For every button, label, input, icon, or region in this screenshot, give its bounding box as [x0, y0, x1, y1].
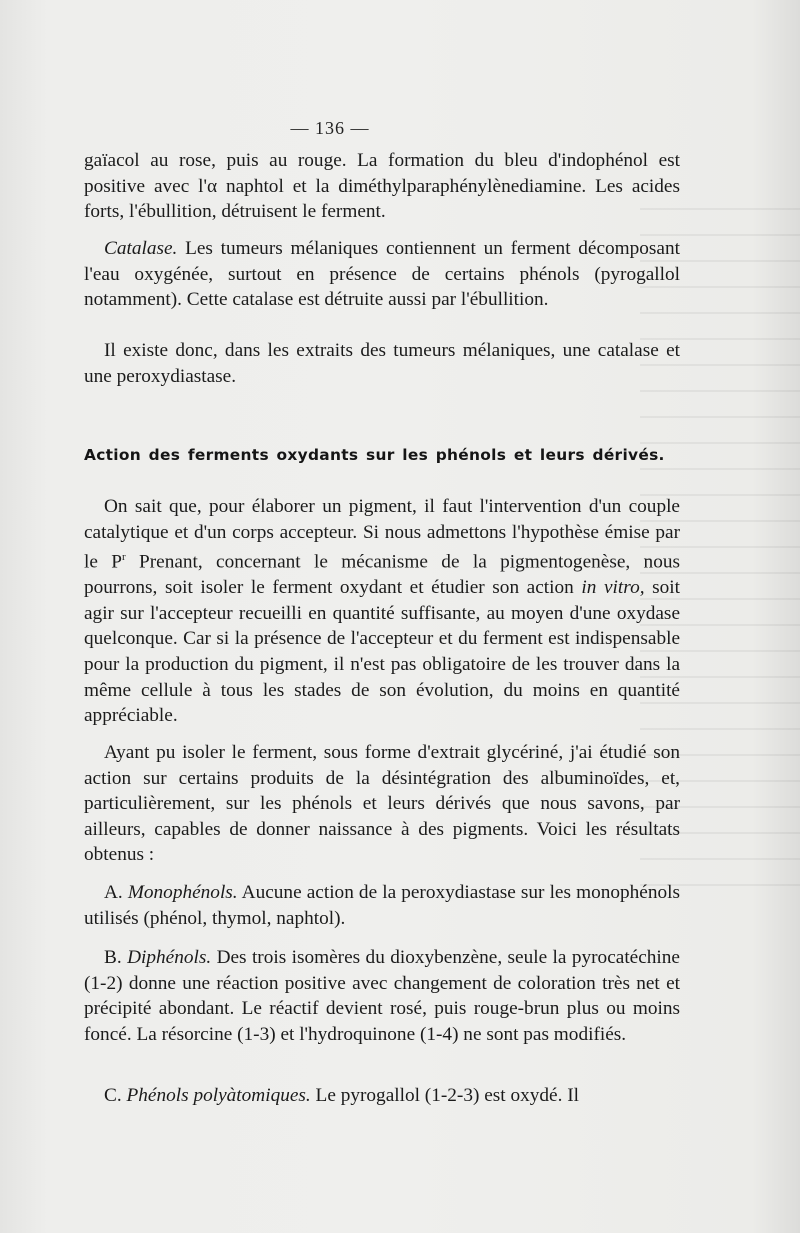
paragraph-pigment-text-a: On sait que, pour élaborer un pigment, il faut l'intervention d'un couple catalytique et d'un corps accepteur. Si nous admettons l'hypothèse émise par le P	[84, 496, 680, 573]
polyatomic-text: Le pyrogallol (1-2-3) est oxydé. Il	[310, 1085, 579, 1106]
in-vitro-italic: in vitro,	[581, 577, 645, 599]
paragraph-conclusion	[84, 338, 680, 389]
paragraph-gaiacol	[84, 148, 680, 225]
diphenols-lead: B.	[104, 947, 128, 968]
monophenols-title: Monophénols.	[127, 882, 238, 903]
diphenols-text: Des trois isomères du dioxybenzène, seule la pyrocatéchine (1-2) donne une réaction positive avec changement de coloration très net et précipité abondant. Le réactif devient rosé, puis rouge-brun plus ou moins foncé. La résorcine (1-3) et l'hydroquinone (1-4) ne sont pas modifiés.	[84, 947, 680, 1045]
paragraph-ferment-text: Ayant pu isoler le ferment, sous forme d'extrait glycériné, j'ai étudié son action sur certains produits de la désintégration des albuminoïdes, et, particulièrement, sur les phénols et leurs dérivés que nous savons, par ailleurs, capables de donner naissance à des pigments. Voici les résultats obtenus :	[84, 742, 680, 866]
catalase-text: Les tumeurs mélaniques contiennent un ferment décomposant l'eau oxygénée, surtout en présence de certains phénols (pyrogallol notamment). Cette catalase est détruite aussi par l'ébullition.	[84, 238, 680, 311]
paragraph-ferment	[84, 740, 680, 868]
section-heading: Action des ferments oxydants sur les phénols et leurs dérivés.	[84, 446, 665, 464]
polyatomic-title: Phénols polyàtomiques.	[126, 1085, 311, 1106]
polyatomic-lead: C.	[104, 1085, 127, 1106]
catalase-title: Catalase.	[104, 238, 178, 259]
monophenols-text: Aucune action de la peroxydiastase sur les monophénols utilisés (phénol, thymol, naphtol).	[84, 882, 680, 929]
paragraph-diphenols	[84, 945, 680, 1047]
paragraph-conclusion-text: Il existe donc, dans les extraits des tumeurs mélaniques, une catalase et une peroxydiastase.	[84, 340, 680, 387]
paragraph-pigment-text-c: soit agir sur l'accepteur recueilli en quantité suffisante, au moyen d'une oxydase quelconque. Car si la présence de l'accepteur et du ferment est indispensable pour la production du pigment, il n'est pas obligatoire de les trouver dans la même cellule à tous les stades de son évolution, du moins en quantité appréciable.	[84, 577, 680, 727]
paragraph-pigment-text-b: Prenant, concernant le mécanisme de la pigmentogenèse, nous pourrons, soit isoler le ferment oxydant et étudier son action	[84, 551, 680, 599]
paragraph-monophenols	[84, 880, 680, 931]
professor-superscript: r	[121, 551, 126, 564]
monophenols-lead: A.	[104, 882, 128, 903]
page-number: — 136 —	[290, 118, 370, 138]
paragraph-polyatomic	[84, 1083, 680, 1109]
paragraph-gaiacol-text: gaïacol au rose, puis au rouge. La formation du bleu d'indophénol est positive avec l'α naphtol et la diméthylparaphénylènediamine. Les acides forts, l'ébullition, détruisent le ferment.	[84, 150, 680, 223]
paragraph-pigment	[84, 494, 680, 729]
diphenols-title: Diphénols.	[127, 947, 212, 968]
paragraph-catalase	[84, 236, 680, 313]
